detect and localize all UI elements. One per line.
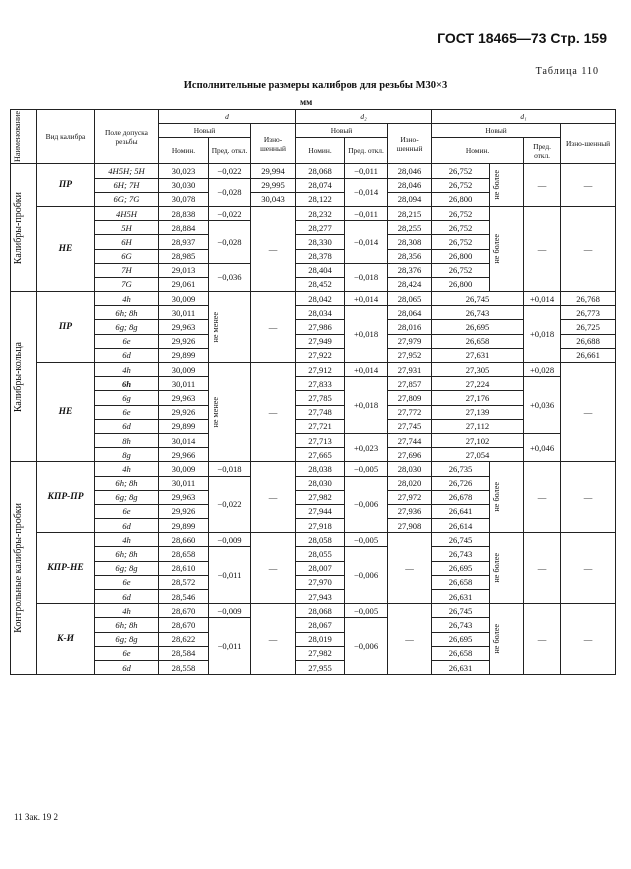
- table-row: 6h; 8h 30,011 28,034 +0,018 28,064 26,743 +0,018 26,773: [11, 306, 616, 320]
- table-row: 6d 29,899 27,922 27,952 27,631 26,661: [11, 348, 616, 362]
- table-row: 6H 28,937 28,330 28,308 26,752: [11, 235, 616, 249]
- table-row: НЕ 4H5H 28,838 −0,022 — 28,232 −0,011 28,215 26,752 не более — —: [11, 206, 616, 220]
- table-row: 6e 29,926 27,748 27,772 27,139: [11, 405, 616, 419]
- col-d1-worn: Изно-шенный: [561, 124, 616, 164]
- table-row: 8g 29,966 27,665 27,696 27,054: [11, 448, 616, 462]
- col-d1-dev: Пред. откл.: [524, 138, 561, 164]
- table-row: 6G 28,985 28,378 28,356 26,800: [11, 249, 616, 263]
- table-row: 6d 29,899 27,918 27,908 26,614: [11, 519, 616, 533]
- col-d2-new: Новый: [296, 124, 388, 138]
- table-row: 6d 29,899 27,721 27,745 27,112: [11, 419, 616, 433]
- col-d2: d₂: [296, 110, 432, 124]
- col-kind: Вид калибра: [37, 110, 95, 164]
- table-row: 7G 29,061 28,452 28,424 26,800: [11, 277, 616, 291]
- page-header: ГОСТ 18465—73 Стр. 159: [437, 30, 607, 46]
- table-title: Исполнительные размеры калибров для резьбы М30×3: [183, 80, 448, 91]
- calibre-dimensions-table: [10, 109, 616, 675]
- table-row: Калибры-пробки ПР 4H5H; 5H 30,023 −0,022 29,994 28,068 −0,011 28,046 26,752 не более — —: [11, 164, 616, 178]
- table-row: 6e 29,926 27,944 27,936 26,641: [11, 504, 616, 518]
- group-label-2: Калибры-кольца: [11, 292, 37, 462]
- table-row: 6g; 8g 28,622 28,019 26,695: [11, 632, 616, 646]
- table-row: 6h; 8h 30,011 −0,022 28,030 −0,006 28,020 26,726: [11, 476, 616, 490]
- col-d-worn: Изно-шенный: [251, 124, 296, 164]
- group-label-1: Калибры-пробки: [11, 164, 37, 292]
- group-label-3: Контрольные калибры-пробки: [11, 462, 37, 675]
- col-d: d: [159, 110, 296, 124]
- col-d1: d₁: [432, 110, 616, 124]
- unit-label: мм: [300, 97, 313, 107]
- table-row: 6H; 7H 30,030 −0,028 29,995 28,074 −0,014 28,046 26,752: [11, 178, 616, 192]
- table-row: 6G; 7G 30,078 30,043 28,122 28,094 26,800: [11, 192, 616, 206]
- table-row: 6e 28,584 27,982 26,658: [11, 646, 616, 660]
- table-row: 6h; 8h 28,658 −0,011 28,055 −0,006 26,743: [11, 547, 616, 561]
- table-row: 8h 30,014 27,713 +0,023 27,744 27,102 +0,046: [11, 433, 616, 447]
- table-row: Калибры-кольца ПР 4h 30,009 не менее — 28,042 +0,014 28,065 26,745 +0,014 26,768: [11, 292, 616, 306]
- col-d1-nom: Номин.: [432, 138, 524, 164]
- table-row: 6g; 8g 28,610 28,007 26,695: [11, 561, 616, 575]
- footer-note: 11 Зак. 19 2: [14, 812, 59, 822]
- table-row: КПР-НЕ 4h 28,660 −0,009 — 28,058 −0,005 — 26,745 не более — —: [11, 533, 616, 547]
- table-row: Контрольные калибры-пробки КПР-ПР 4h 30,009 −0,018 — 28,038 −0,005 28,030 26,735 не более — —: [11, 462, 616, 476]
- table-row: 6g 29,963 27,785 27,809 27,176: [11, 391, 616, 405]
- col-d2-worn: Изно-шенный: [388, 124, 432, 164]
- table-row: 6g; 8g 29,963 27,986 28,016 26,695 26,725: [11, 320, 616, 334]
- table-row: 7H 29,013 −0,036 28,404 −0,018 28,376 26,752: [11, 263, 616, 277]
- table-row: 6h; 8h 28,670 −0,011 28,067 −0,006 26,743: [11, 618, 616, 632]
- table-row: 5H 28,884 −0,028 28,277 −0,014 28,255 26,752: [11, 221, 616, 235]
- col-d1-new: Новый: [432, 124, 561, 138]
- table-row: 6d 28,558 27,955 26,631: [11, 660, 616, 674]
- col-tolerance: Поле допуска резьбы: [95, 110, 159, 164]
- table-row: 6g; 8g 29,963 27,982 27,972 26,678: [11, 490, 616, 504]
- col-d2-nom: Номин.: [296, 138, 345, 164]
- table-number: Таблица 110: [535, 66, 599, 77]
- col-d-dev: Пред. откл.: [209, 138, 251, 164]
- table-row: 6e 28,572 27,970 26,658: [11, 575, 616, 589]
- col-d-new: Новый: [159, 124, 251, 138]
- table-row: НЕ 4h 30,009 не менее — 27,912 +0,014 27,931 27,305 +0,028 —: [11, 363, 616, 377]
- table-row: К-И 4h 28,670 −0,009 — 28,068 −0,005 — 26,745 не более — —: [11, 604, 616, 618]
- col-d2-dev: Пред. откл.: [345, 138, 388, 164]
- table-row: 6e 29,926 27,949 27,979 26,658 26,688: [11, 334, 616, 348]
- table-row: 6d 28,546 27,943 26,631: [11, 590, 616, 604]
- table-row: 6h 30,011 27,833 +0,018 27,857 27,224 +0,036: [11, 377, 616, 391]
- col-d-nom: Номин.: [159, 138, 209, 164]
- col-name: Наименование: [11, 110, 37, 164]
